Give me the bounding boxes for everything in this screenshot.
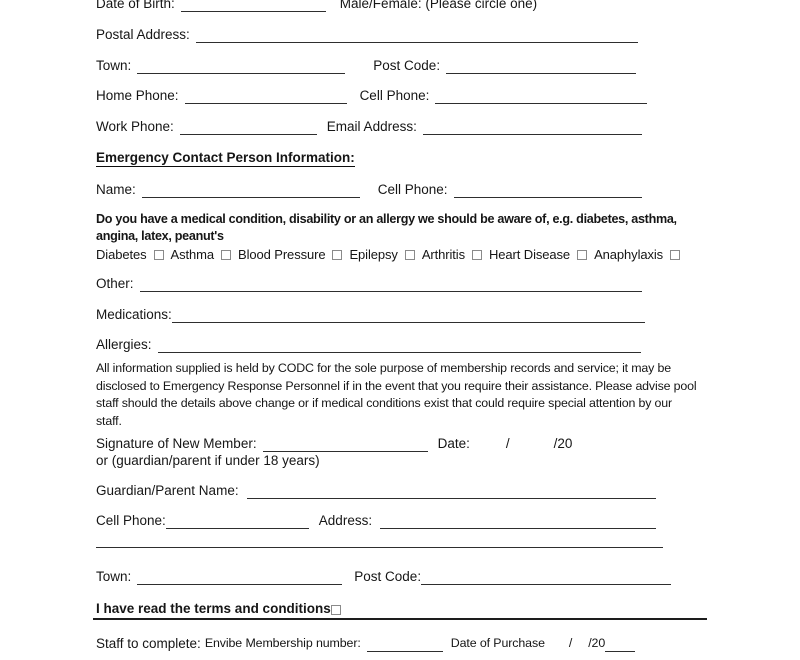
guardian-cell-label: Cell Phone: xyxy=(96,513,166,528)
emergency-heading-row xyxy=(96,149,800,167)
medications-label: Medications: xyxy=(96,307,172,322)
signature-note-row xyxy=(96,452,800,469)
guardian-town-postcode-row xyxy=(96,568,671,585)
other-blank-line xyxy=(140,278,642,292)
home-phone-label: Home Phone: xyxy=(96,88,179,103)
medical-question-line2: angina, latex, peanut's xyxy=(96,229,224,243)
guardian-address-blank-line xyxy=(380,515,656,529)
home-phone-blank-line xyxy=(185,90,347,104)
address-continuation-row xyxy=(96,534,800,548)
date-of-purchase-label: Date of Purchase xyxy=(450,636,545,650)
diabetes-checkbox xyxy=(154,250,164,260)
privacy-line2: disclosed to Emergency Response Personnel if in the event that you require their assistance. Please advise pool xyxy=(96,378,697,393)
guardian-name-row xyxy=(96,482,656,499)
asthma-label: Asthma xyxy=(170,247,214,262)
emergency-name-cell-row xyxy=(96,181,642,198)
work-email-row xyxy=(96,118,642,135)
heart-disease-checkbox xyxy=(577,250,587,260)
other-row xyxy=(96,275,642,292)
purchase-year-prefix: /20 xyxy=(588,636,606,650)
email-blank-line xyxy=(423,121,642,135)
epilepsy-label: Epilepsy xyxy=(349,247,398,262)
medications-blank-line xyxy=(172,309,645,323)
town-blank-line xyxy=(137,60,345,74)
privacy-line4: staff. xyxy=(96,413,122,428)
date-label: Date: xyxy=(437,436,470,451)
privacy-line1: All information supplied is held by CODC for the sole purpose of membership records and service; it may be xyxy=(96,361,671,375)
medical-option-arthritis xyxy=(422,246,482,263)
other-label: Other: xyxy=(96,276,134,291)
diabetes-label: Diabetes xyxy=(96,247,147,262)
medical-option-epilepsy xyxy=(349,246,414,263)
allergies-label: Allergies: xyxy=(96,337,152,352)
guardian-cell-address-row xyxy=(96,512,656,529)
purchase-year-blank-line xyxy=(605,638,635,652)
anaphylaxis-label: Anaphylaxis xyxy=(594,247,664,262)
asthma-checkbox xyxy=(221,250,231,260)
emergency-name-blank-line xyxy=(142,184,360,198)
address-continuation-line xyxy=(96,534,663,548)
heart-disease-label: Heart Disease xyxy=(489,247,571,262)
guardian-town-blank-line xyxy=(137,571,342,585)
blood-pressure-label: Blood Pressure xyxy=(238,247,326,262)
epilepsy-checkbox xyxy=(405,250,415,260)
guardian-town-label: Town: xyxy=(96,569,132,584)
postal-address-row xyxy=(96,26,638,43)
guardian-name-blank-line xyxy=(247,485,656,499)
dob-row xyxy=(96,0,800,12)
gender-instruction: Male/Female: (Please circle one) xyxy=(339,0,538,11)
medical-option-asthma xyxy=(171,246,231,263)
cell-phone-blank-line xyxy=(435,90,647,104)
staff-row xyxy=(96,635,800,652)
medical-question-line1: Do you have a medical condition, disability or an allergy we should be aware of, e.g. diabetes, asthma, xyxy=(96,212,677,226)
form-content xyxy=(96,0,800,652)
arthritis-checkbox xyxy=(472,250,482,260)
purchase-date-slash: / xyxy=(568,636,573,650)
postcode-label: Post Code: xyxy=(373,58,441,73)
cell-phone-label: Cell Phone: xyxy=(359,88,430,103)
medical-question xyxy=(96,211,800,245)
terms-checkbox xyxy=(331,605,341,615)
medical-option-blood-pressure xyxy=(238,246,342,263)
town-postcode-row xyxy=(96,57,636,74)
guardian-postcode-blank-line xyxy=(421,571,671,585)
emergency-cell-label: Cell Phone: xyxy=(377,182,448,197)
signature-blank-line xyxy=(263,438,428,452)
guardian-cell-blank-line xyxy=(166,515,309,529)
allergies-blank-line xyxy=(158,339,641,353)
guardian-signature-note: or (guardian/parent if under 18 years) xyxy=(96,453,320,468)
date-year-prefix: /20 xyxy=(553,436,573,451)
membership-number-blank-line xyxy=(367,638,443,652)
postcode-blank-line xyxy=(446,60,636,74)
work-phone-blank-line xyxy=(180,121,317,135)
allergies-row xyxy=(96,336,641,353)
medical-options-row xyxy=(96,246,800,263)
postal-address-label: Postal Address: xyxy=(96,27,190,42)
medical-option-heart-disease xyxy=(489,246,587,263)
privacy-line3: staff should the details above change or if medical conditions exist that could require special attention by our xyxy=(96,396,673,410)
signature-label: Signature of New Member: xyxy=(96,436,257,451)
terms-row xyxy=(96,600,800,617)
blood-pressure-checkbox xyxy=(332,250,342,260)
emergency-name-label: Name: xyxy=(96,182,136,197)
privacy-notice xyxy=(96,360,800,430)
medical-option-diabetes xyxy=(96,246,164,263)
town-label: Town: xyxy=(96,58,132,73)
medications-row xyxy=(96,306,645,323)
emergency-cell-blank-line xyxy=(454,184,642,198)
date-slash: / xyxy=(505,436,510,451)
medical-option-anaphylaxis xyxy=(594,246,680,263)
staff-to-complete-label: Staff to complete: xyxy=(96,636,201,651)
work-phone-label: Work Phone: xyxy=(96,119,174,134)
dob-label: Date of Birth: xyxy=(96,0,175,11)
membership-number-label: Envibe Membership number: xyxy=(204,636,361,650)
section-divider xyxy=(93,618,707,620)
emergency-contact-heading: Emergency Contact Person Information: xyxy=(96,150,355,165)
signature-row xyxy=(96,435,800,452)
guardian-name-label: Guardian/Parent Name: xyxy=(96,483,239,498)
postal-address-blank-line xyxy=(196,29,638,43)
email-label: Email Address: xyxy=(326,119,417,134)
terms-statement: I have read the terms and conditions xyxy=(96,601,331,616)
guardian-postcode-label: Post Code: xyxy=(354,569,422,584)
guardian-address-label: Address: xyxy=(318,513,373,528)
arthritis-label: Arthritis xyxy=(421,247,465,262)
dob-blank-line xyxy=(181,0,326,12)
home-cell-phone-row xyxy=(96,87,647,104)
anaphylaxis-checkbox xyxy=(670,250,680,260)
